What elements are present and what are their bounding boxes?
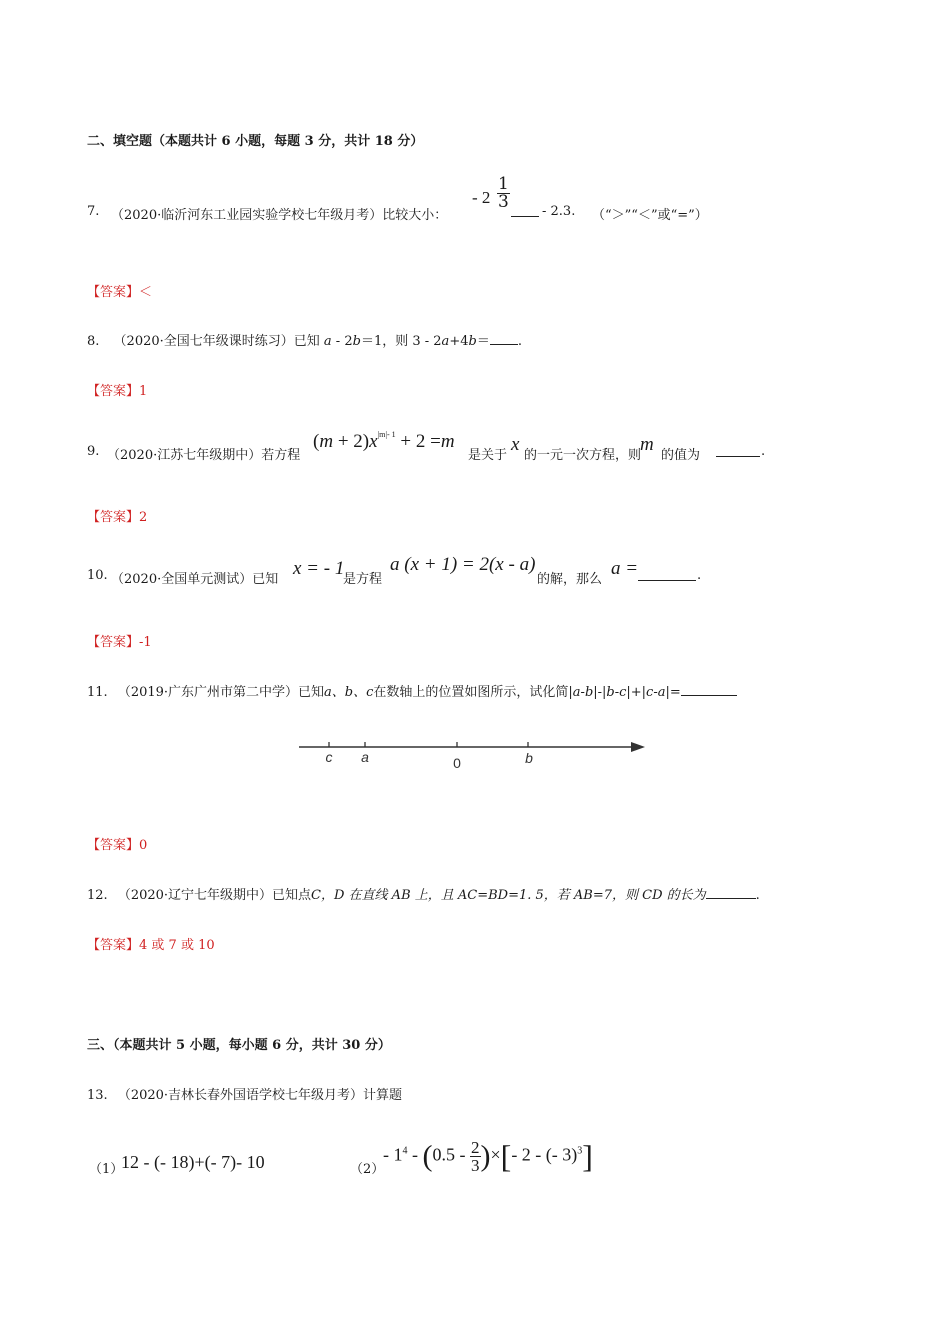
eq-text: - 2 xyxy=(331,334,353,349)
var-b: b xyxy=(468,334,477,349)
var-m: m xyxy=(640,434,654,455)
options-hint: （“＞”“＜”或“=”） xyxy=(592,208,708,223)
var-a: a xyxy=(441,334,450,349)
question-number: 8. xyxy=(87,334,100,349)
answer-blank xyxy=(681,683,737,696)
text: 的一元一次方程，则 xyxy=(524,448,642,463)
bracket-icon: ] xyxy=(582,1138,593,1174)
text: 是方程 xyxy=(343,572,383,587)
question-12 xyxy=(87,884,760,903)
answer-value: 0 xyxy=(139,838,148,853)
answer-tag: 【答案】 xyxy=(87,635,140,650)
text: C，D 在直线 AB 上，且 AC=BD=1. 5，若 AB=7，则 CD 的长为 xyxy=(311,888,706,903)
question-number: 12. xyxy=(87,888,108,903)
question-source: （2020·全国单元测试）已知 xyxy=(111,572,279,587)
question-source: （2020·江苏七年级期中）若方程 xyxy=(107,448,301,463)
answer-11 xyxy=(87,834,147,853)
fraction xyxy=(470,1139,481,1174)
paren-icon: ( xyxy=(422,1139,433,1173)
text: 的解，那么 xyxy=(537,572,603,587)
question-number: 9. xyxy=(87,444,100,459)
exponent: 4 xyxy=(402,1145,408,1157)
compare-value: - 2.3. xyxy=(542,204,576,219)
answer-tag: 【答案】 xyxy=(87,384,140,399)
equation xyxy=(313,430,455,453)
var-b: b xyxy=(352,334,361,349)
fraction-denominator: 3 xyxy=(498,192,509,212)
answer-tag: 【答案】 xyxy=(87,838,140,853)
answer-blank xyxy=(716,444,760,457)
answer-value: 1 xyxy=(139,384,148,399)
eq-part: - xyxy=(407,1144,423,1165)
answer-10 xyxy=(87,631,152,650)
question-source: （2020·全国七年级课时练习）已知 xyxy=(113,334,320,349)
var-a: a xyxy=(323,334,332,349)
period: . xyxy=(755,888,760,903)
mixed-number-neg: - 2 xyxy=(472,188,491,207)
var-m: m xyxy=(319,431,334,452)
expression: 12 - (- 18)+(- 7)- 10 xyxy=(121,1152,265,1172)
var-x: x xyxy=(369,431,378,452)
fraction-denominator: 3 xyxy=(471,1156,480,1175)
question-8 xyxy=(87,330,522,349)
eq-part: + 2 = xyxy=(395,431,441,452)
period: . xyxy=(517,334,522,349)
eq-text: ＝ xyxy=(476,334,490,349)
answer-tag: 【答案】 xyxy=(87,938,140,953)
expression: a-b|-|b-c|+|c-a|= xyxy=(572,685,681,700)
question-source: （2020·临沂河东工业园实验学校七年级月考）比较大小： xyxy=(111,208,448,223)
text: 在数轴上的位置如图所示，试化简| xyxy=(373,685,573,700)
expression xyxy=(383,1138,593,1175)
answer-value: -1 xyxy=(139,635,152,650)
question-11 xyxy=(87,681,737,700)
arrow-head-icon xyxy=(631,742,645,752)
answer-tag: 【答案】 xyxy=(87,285,140,300)
answer-value: 4 或 7 或 10 xyxy=(139,938,215,953)
question-13-parts xyxy=(87,1126,787,1186)
answer-12 xyxy=(87,934,215,953)
label-zero: 0 xyxy=(453,755,461,771)
part-label: （2） xyxy=(350,1162,385,1177)
fraction-numerator: 1 xyxy=(498,174,509,194)
section-heading: 三、（本题共计 5 小题，每小题 6 分，共计 30 分） xyxy=(87,1038,391,1053)
question-number: 13. xyxy=(87,1088,108,1103)
eq-part: ( xyxy=(313,431,320,452)
eq-text: ＝1，则 3 - 2 xyxy=(360,334,442,349)
eq-text: +4 xyxy=(449,334,469,349)
label-c: c xyxy=(325,749,333,765)
question-13 xyxy=(87,1084,402,1103)
question-source: （2020·吉林长春外国语学校七年级月考）计算题 xyxy=(117,1088,403,1103)
text: 是关于 xyxy=(468,448,508,463)
section-heading: 二、填空题（本题共计 6 小题，每题 3 分，共计 18 分） xyxy=(87,134,424,149)
question-source: （2019·广东广州市第二中学）已知 xyxy=(117,685,325,700)
bracket-icon: [ xyxy=(500,1138,512,1174)
answer-blank xyxy=(511,204,539,217)
question-number: 11. xyxy=(87,685,108,700)
period: . xyxy=(761,444,766,459)
equation: x = - 1 xyxy=(293,558,345,579)
label-a: a xyxy=(361,749,369,765)
answer-tag: 【答案】 xyxy=(87,510,140,525)
answer-blank xyxy=(490,332,518,345)
answer-8 xyxy=(87,380,147,399)
equation: a = xyxy=(611,558,639,579)
equation: a (x + 1) = 2(x - a) xyxy=(390,554,536,575)
fraction xyxy=(497,176,510,211)
question-source: （2020·辽宁七年级期中）已知点 xyxy=(117,888,312,903)
exponent: |m|- 1 xyxy=(377,430,396,439)
eq-part: + 2) xyxy=(333,431,370,452)
eq-part: 0.5 - xyxy=(432,1144,470,1165)
eq-part: - 1 xyxy=(383,1144,403,1165)
text: 的值为 xyxy=(661,448,701,463)
answer-9 xyxy=(87,506,147,525)
answer-value: 2 xyxy=(139,510,148,525)
question-number: 10. xyxy=(87,568,108,583)
var-x: x xyxy=(511,434,520,455)
question-number: 7. xyxy=(87,204,100,219)
times-sign: × xyxy=(490,1144,501,1165)
fraction-numerator: 2 xyxy=(471,1138,480,1157)
vars: a、b、c xyxy=(324,685,374,700)
answer-blank xyxy=(706,886,756,899)
answer-blank xyxy=(638,568,696,581)
answer-7 xyxy=(87,281,152,300)
paren-icon: ) xyxy=(480,1139,491,1173)
answer-value: ＜ xyxy=(139,285,153,300)
label-b: b xyxy=(525,750,533,766)
var-m: m xyxy=(440,431,455,452)
period: . xyxy=(697,568,702,583)
part-label: （1） xyxy=(89,1162,124,1177)
exponent: 3 xyxy=(577,1145,583,1157)
eq-part: - 2 - (- 3) xyxy=(511,1144,578,1165)
number-line xyxy=(295,735,655,775)
